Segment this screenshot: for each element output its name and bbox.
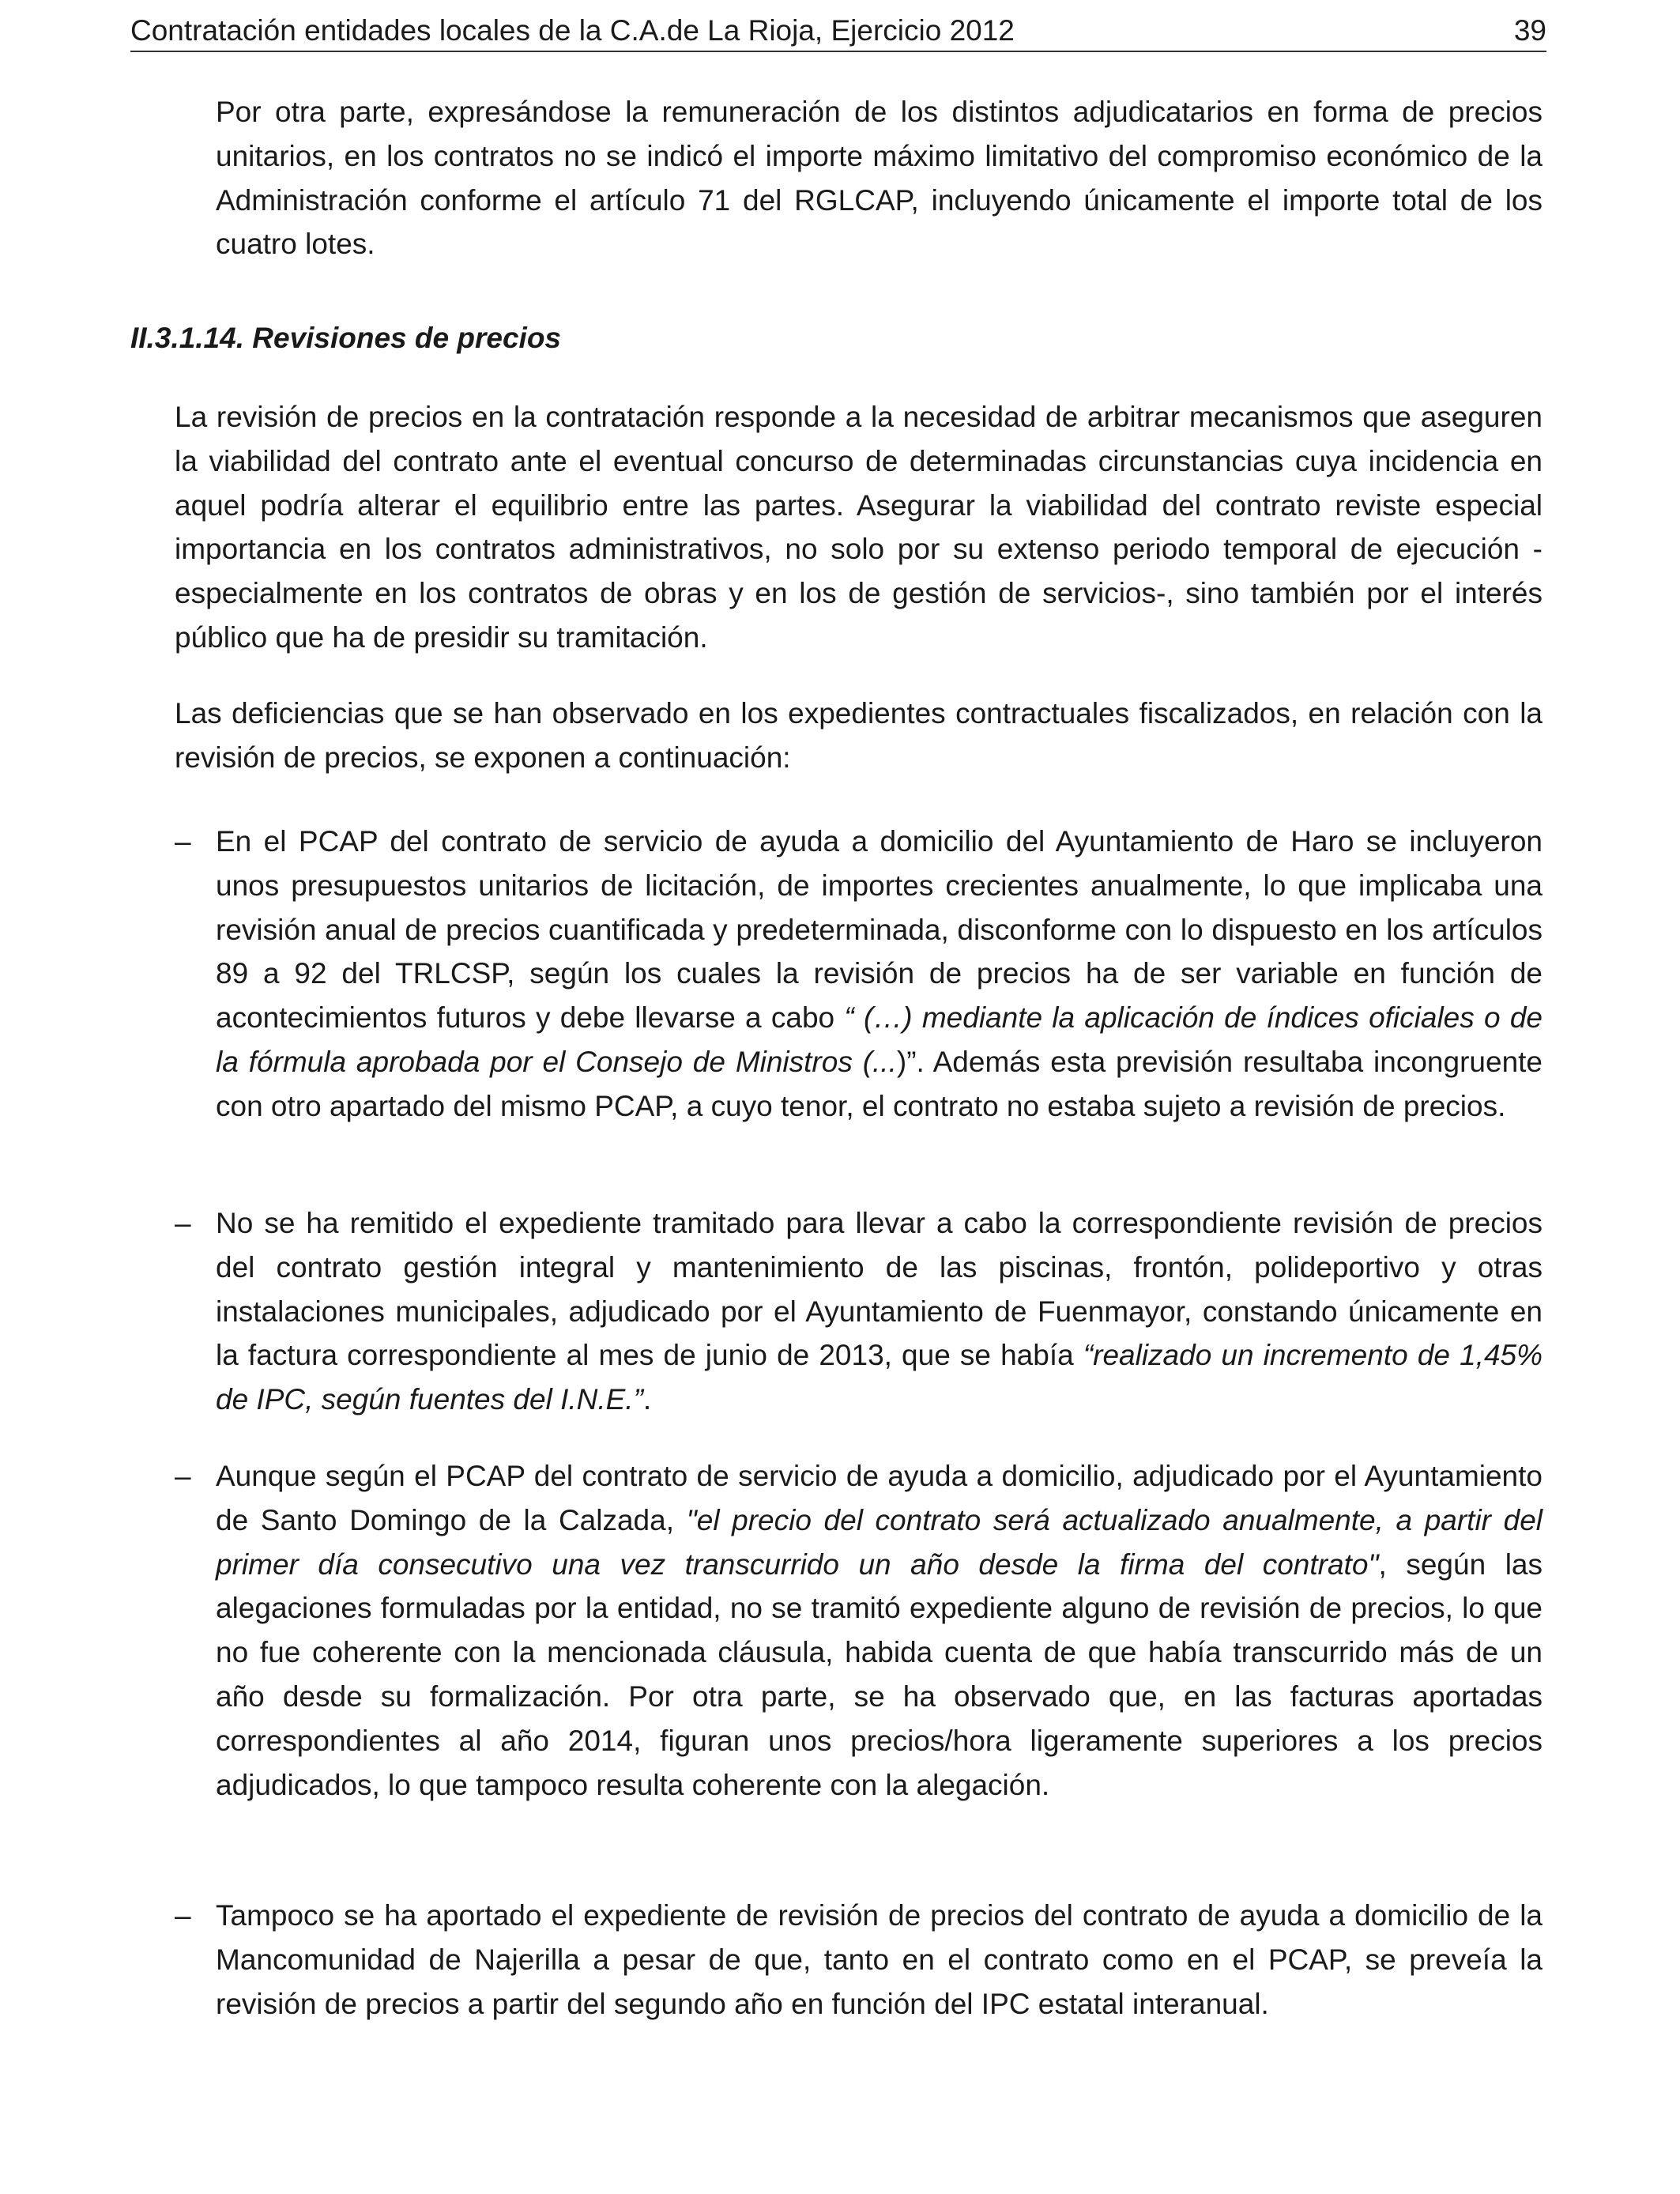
dash-bullet-icon: –: [175, 1207, 191, 1239]
bullet-item-fuenmayor: [175, 1201, 1543, 1422]
bullet-item-santo-domingo: [175, 1454, 1543, 1807]
bullet-item-najerilla: [175, 1894, 1543, 2026]
bullet-text-part: Tampoco se ha aportado el expediente de revisión de precios del contrato de ayuda a domicilio de la Mancomunidad de Najerilla a pesar de que, tanto en el contrato como en el PCAP, se preveía la revisión de precios a partir del segundo año en función del IPC estatal interanual.: [216, 1899, 1543, 2020]
bullet-text-part: .: [642, 1383, 652, 1416]
bullet-text-part: )”. Además esta previsión resultaba incongruente con otro apartado del mismo PCAP, a cuyo tenor, el contrato no estaba sujeto a revisión de precios.: [216, 1045, 1543, 1122]
section-heading: II.3.1.14. Revisiones de precios: [130, 322, 561, 354]
bullet-quote: “realizado un incremento de 1,45% de IPC, según fuentes del I.N.E.”: [216, 1339, 1543, 1416]
dash-bullet-icon: –: [175, 1460, 191, 1492]
bullet-text: [216, 1454, 1543, 1807]
bullet-text: [216, 1201, 1543, 1422]
page-header: [130, 11, 1546, 52]
bullet-text: [216, 820, 1543, 1129]
bullet-item-haro: [175, 820, 1543, 1129]
bullet-text-part: En el PCAP del contrato de servicio de ayuda a domicilio del Ayuntamiento de Haro se incluyeron unos presupuestos unitarios de licitación, de importes crecientes anualmente, lo que implicaba una revisión anual de precios cuantificada y predeterminada, disconforme con lo dispuesto en los artículos 89 a 92 del TRLCSP, según los cuales la revisión de precios ha de ser variable en función de acontecimientos futuros y debe llevarse a cabo: [216, 825, 1543, 1035]
bullet-quote: “ (…) mediante la aplicación de índices oficiales o de la fórmula aprobada por el Consejo de Ministros (...: [216, 1001, 1543, 1078]
dash-bullet-icon: –: [175, 1899, 191, 1932]
section-paragraph-2: Las deficiencias que se han observado en los expedientes contractuales fiscalizados, en relación con la revisión de precios, se exponen a continuación:: [175, 697, 1543, 774]
bullet-text: [216, 1894, 1543, 2026]
page-number: 39: [1513, 14, 1546, 47]
header-title: Contratación entidades locales de la C.A.de La Rioja, Ejercicio 2012: [130, 14, 1015, 47]
bullet-text-part: , según las alegaciones formuladas por la entidad, no se tramitó expediente alguno de revisión de precios, lo que no fue coherente con la mencionada cláusula, habida cuenta de que había transcurrido más de un año desde su formalización. Por otra parte, se ha observado que, en las facturas aportadas correspondientes al año 2014, figuran unos precios/hora ligeramente superiores a los precios adjudicados, lo que tampoco resulta coherente con la alegación.: [216, 1547, 1543, 1801]
section-paragraph-1: La revisión de precios en la contratación responde a la necesidad de arbitrar mecanismos que aseguren la viabilidad del contrato ante el eventual concurso de determinadas circunstancias cuya incidencia en aquel podría alterar el equilibrio entre las partes. Asegurar la viabilidad del contrato reviste especial importancia en los contratos administrativos, no solo por su extenso periodo temporal de ejecución -especialmente en los contratos de obras y en los de gestión de servicios-, sino también por el interés público que ha de presidir su tramitación.: [175, 401, 1543, 654]
bullet-text-part: Aunque según el PCAP del contrato de servicio de ayuda a domicilio, adjudicado por el Ayuntamiento de Santo Domingo de la Calzada,: [216, 1460, 1543, 1536]
bullet-text-part: No se ha remitido el expediente tramitado para llevar a cabo la correspondiente revisión de precios del contrato gestión integral y mantenimiento de las piscinas, frontón, polideportivo y otras instalaciones municipales, adjudicado por el Ayuntamiento de Fuenmayor, constando únicamente en la factura correspondiente al mes de junio de 2013, que se había: [216, 1207, 1543, 1372]
intro-paragraph: Por otra parte, expresándose la remuneración de los distintos adjudicatarios en forma de precios unitarios, en los contratos no se indicó el importe máximo limitativo del compromiso económico de la Administración conforme el artículo 71 del RGLCAP, incluyendo únicamente el importe total de los cuatro lotes.: [216, 96, 1543, 261]
dash-bullet-icon: –: [175, 825, 191, 858]
bullet-quote: "el precio del contrato será actualizado anualmente, a partir del primer día consecutivo una vez transcurrido un año desde la firma del contrato": [216, 1503, 1543, 1581]
